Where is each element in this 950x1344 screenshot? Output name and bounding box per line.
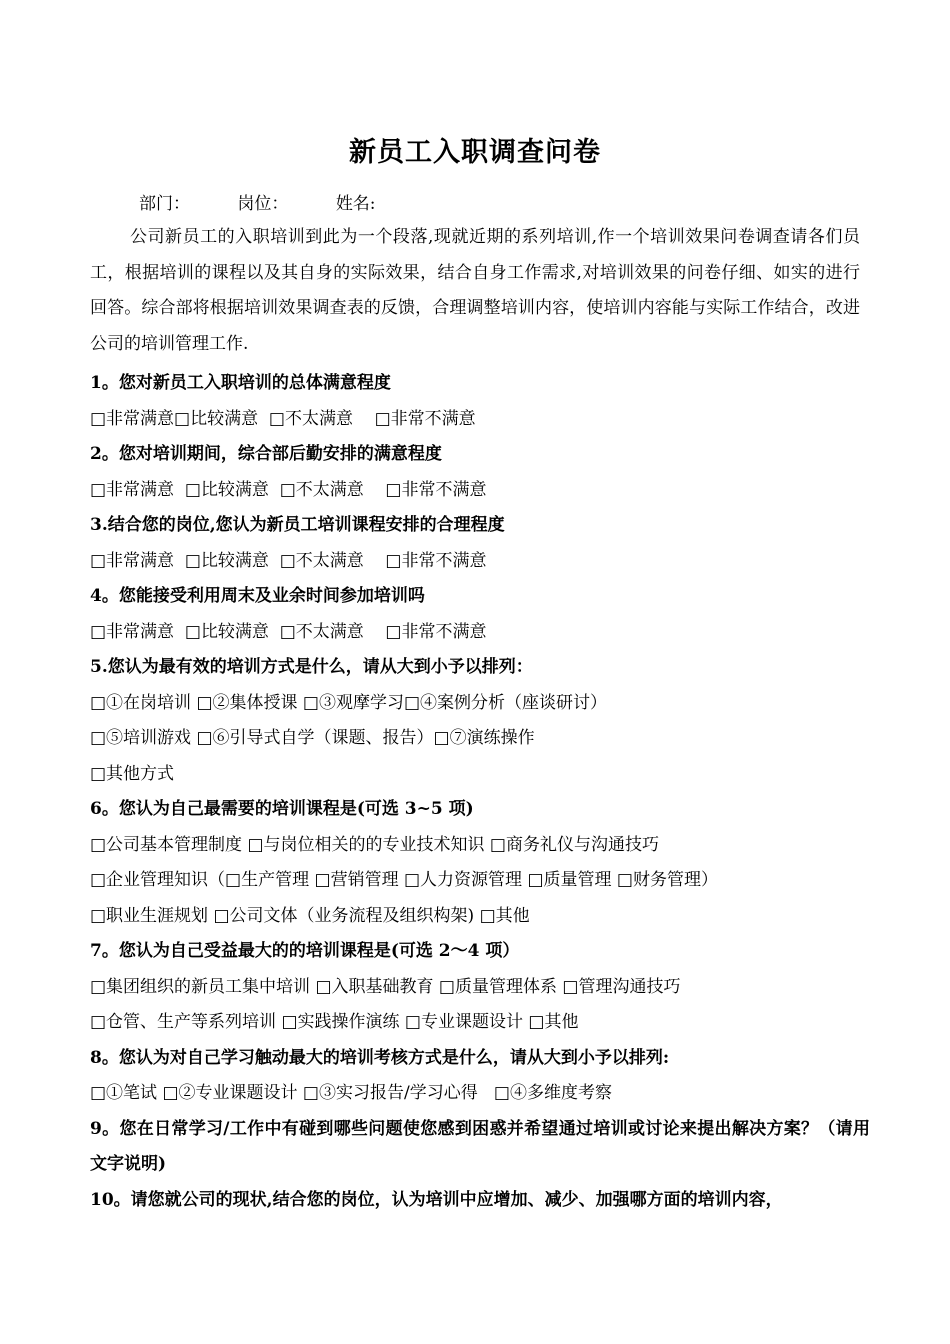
position-label: 岗位： [237, 194, 289, 214]
page-title: 新员工入职调查问卷 [349, 137, 601, 168]
question-1-options[interactable]: □非常满意□比较满意 □不太满意 □非常不满意 [90, 408, 476, 429]
question-list [90, 366, 870, 1218]
question-6-options[interactable]: □职业生涯规划 □公司文体（业务流程及组织构架) □其他 [90, 905, 530, 926]
question-9: 9。您在日常学习/工作中有碰到哪些问题使您感到困惑并希望通过培训或讨论来提出解决方案？（请用文字说明) [90, 1118, 870, 1174]
respondent-info [139, 189, 418, 214]
question-5: 5.您认为最有效的培训方式是什么，请从大到小予以排列： [90, 657, 533, 677]
question-2-options[interactable]: □非常满意 □比较满意 □不太满意 □非常不满意 [90, 479, 487, 500]
question-4: 4。您能接受利用周末及业余时间参加培训吗 [90, 586, 425, 606]
question-10: 10。请您就公司的现状,结合您的岗位，认为培训中应增加、减少、加强哪方面的培训内容， [90, 1189, 783, 1210]
question-1: 1。您对新员工入职培训的总体满意程度 [90, 373, 391, 393]
question-6-options[interactable]: □企业管理知识（□生产管理 □营销管理 □人力资源管理 □质量管理 □财务管理） [90, 870, 718, 890]
question-6-options[interactable]: □公司基本管理制度 □与岗位相关的的专业技术知识 □商务礼仪与沟通技巧 [90, 834, 659, 855]
question-8-options[interactable]: □①笔试 □②专业课题设计 □③实习报告/学习心得 □④多维度考察 [90, 1083, 612, 1103]
question-5-options[interactable]: □⑤培训游戏 □⑥引导式自学（课题、报告）□⑦演练操作 [90, 728, 535, 748]
question-5-options[interactable]: □①在岗培训 □②集体授课 □③观摩学习□④案例分析（座谈研讨） [90, 692, 608, 713]
department-label: 部门： [139, 194, 190, 214]
question-2: 2。您对培训期间，综合部后勤安排的满意程度 [90, 444, 442, 464]
intro-paragraph: 公司新员工的入职培训到此为一个段落,现就近期的系列培训,作一个培训效果问卷调查请各们员工，根据培训的课程以及其自身的实际效果，结合自身工作需求,对培训效果的问卷仔细、如实的进行回答。综合部将根据培训效果调查表的反馈，合理调整培训内容，使培训内容能与实际工作结合，改进公司的培训管理工作. [90, 227, 860, 354]
question-7: 7。您认为自己受益最大的的培训课程是(可选 2～4 项） [90, 941, 520, 961]
question-3-options[interactable]: □非常满意 □比较满意 □不太满意 □非常不满意 [90, 550, 487, 571]
name-label: 姓名: [335, 194, 376, 214]
question-6: 6。您认为自己最需要的培训课程是(可选 3~5 项) [90, 799, 474, 819]
question-4-options[interactable]: □非常满意 □比较满意 □不太满意 □非常不满意 [90, 621, 487, 642]
question-7-options[interactable]: □集团组织的新员工集中培训 □入职基础教育 □质量管理体系 □管理沟通技巧 [90, 976, 681, 997]
question-5-options[interactable]: □其他方式 [90, 763, 175, 784]
question-7-options[interactable]: □仓管、生产等系列培训 □实践操作演练 □专业课题设计 □其他 [90, 1012, 579, 1032]
question-3: 3.结合您的岗位,您认为新员工培训课程安排的合理程度 [90, 515, 505, 535]
question-8: 8。您认为对自己学习触动最大的培训考核方式是什么，请从大到小予以排列: [90, 1047, 670, 1068]
